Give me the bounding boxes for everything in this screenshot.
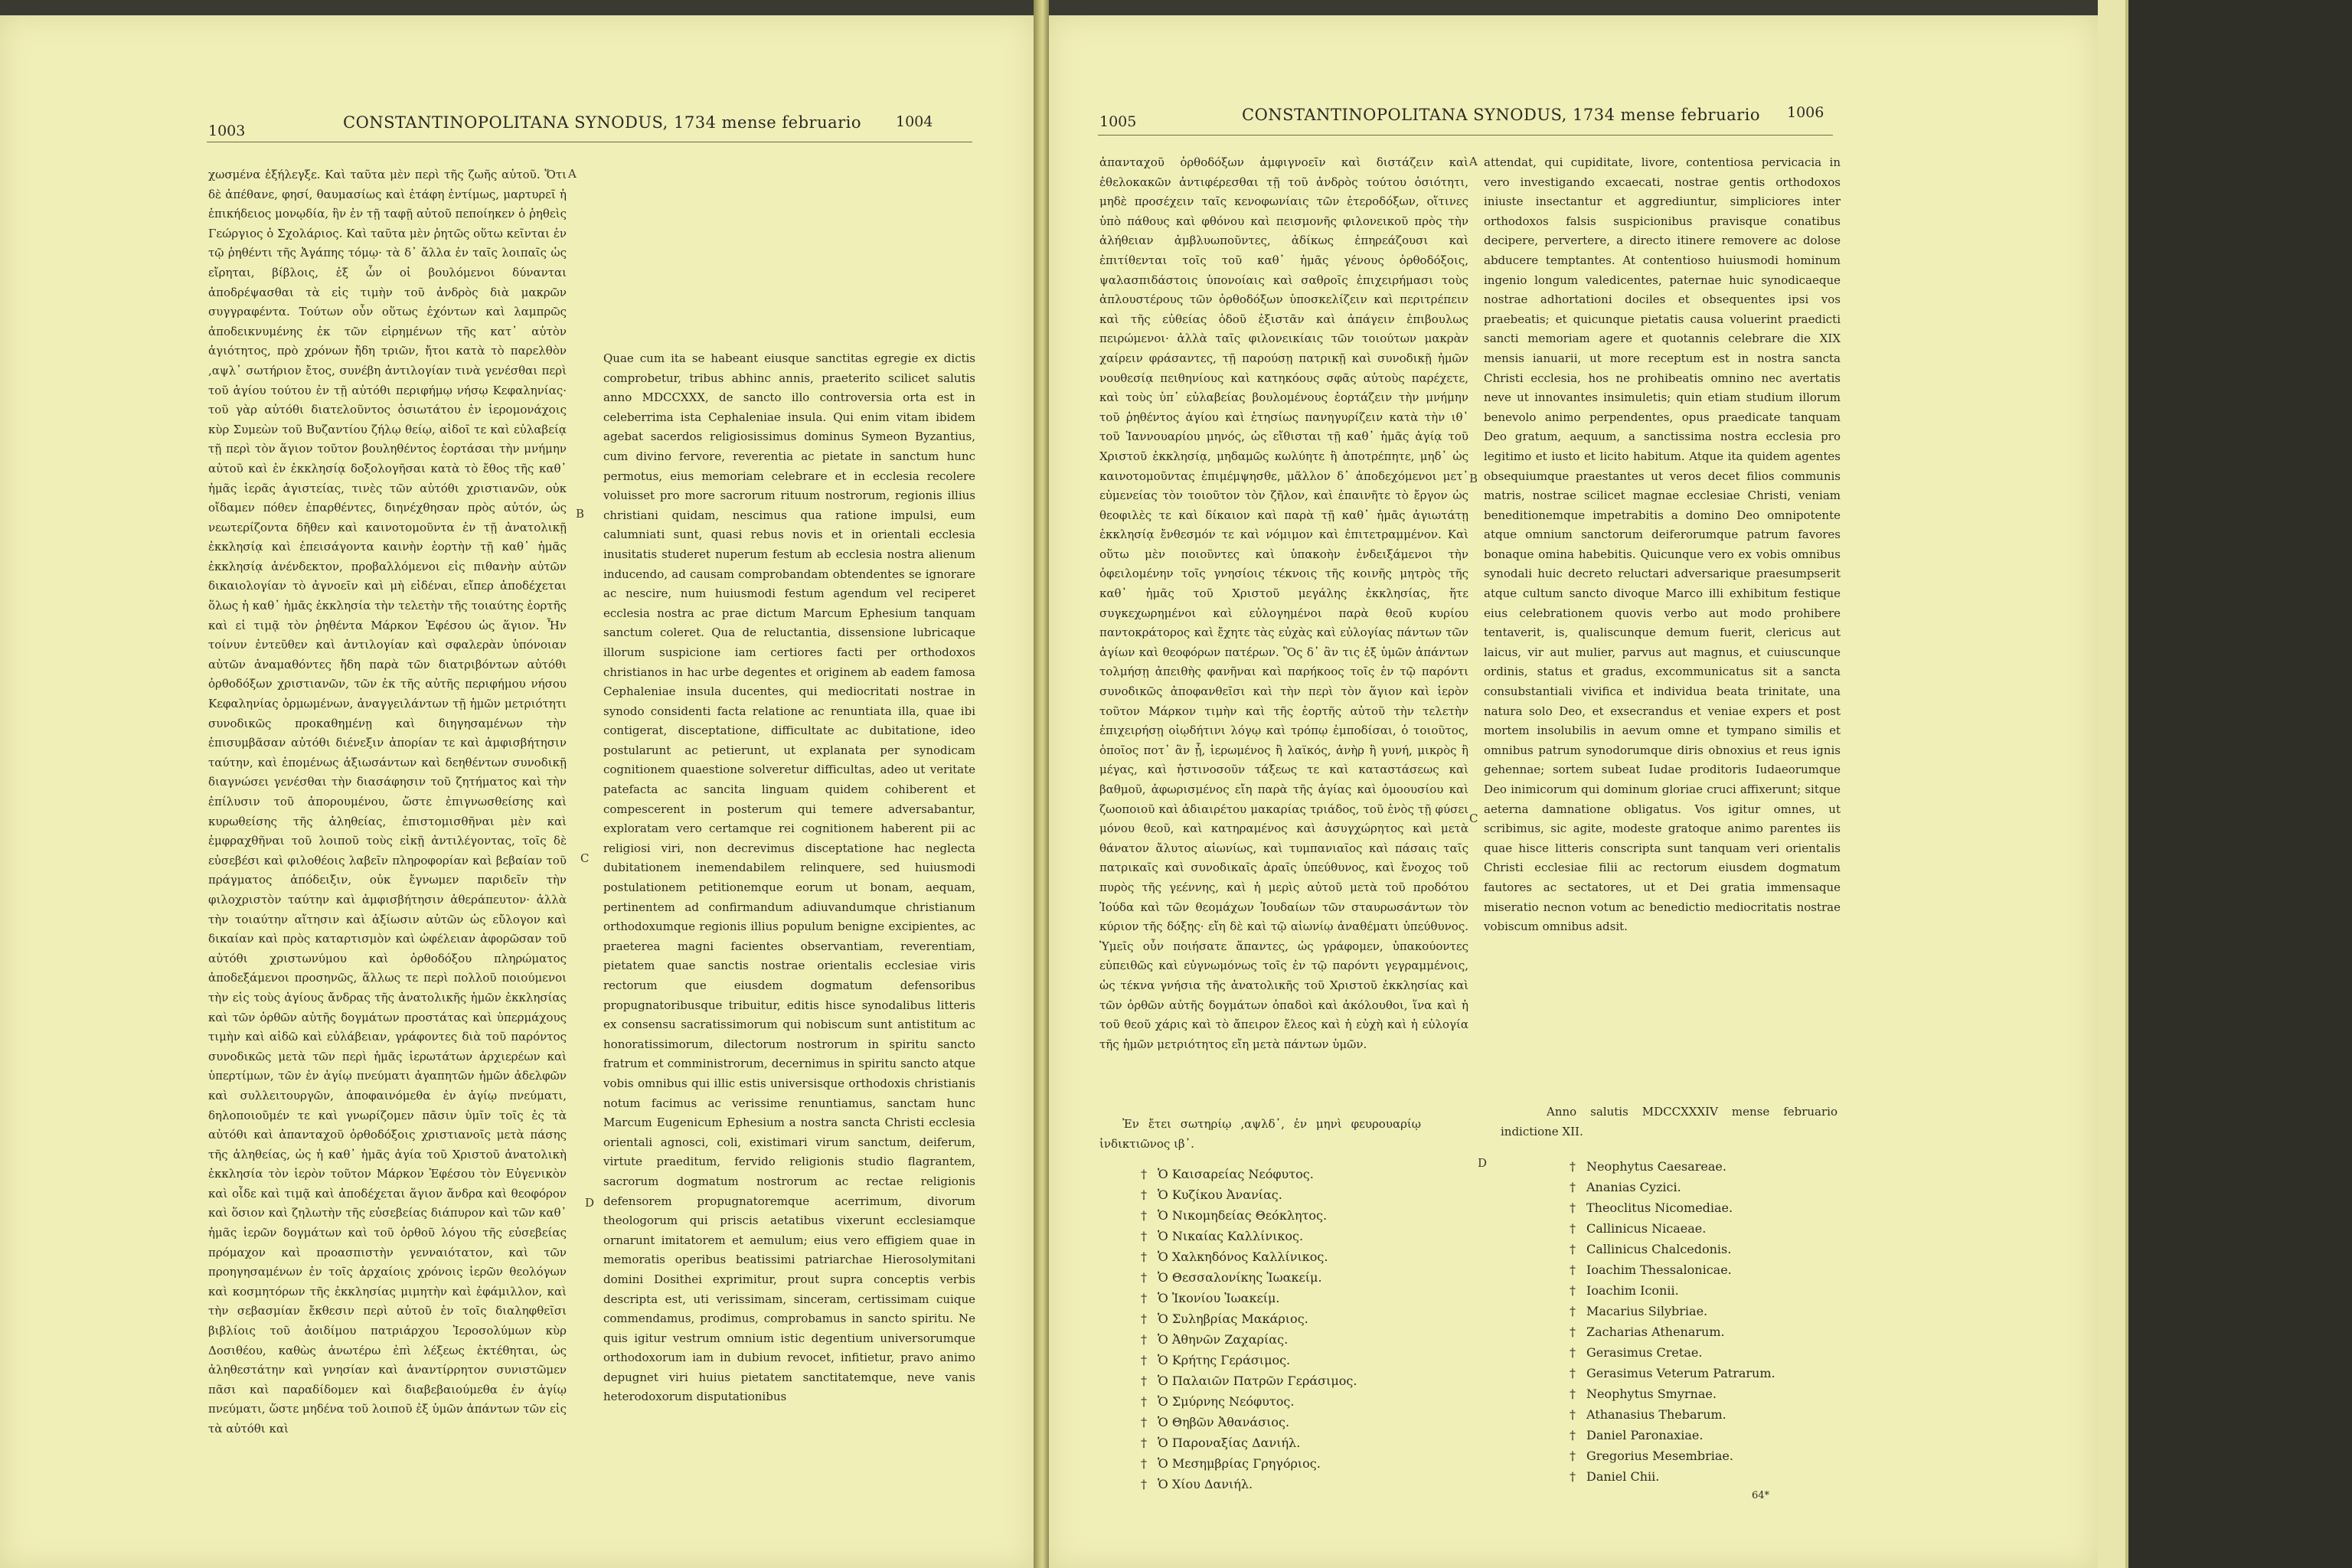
cross-mark: †	[1570, 1366, 1576, 1380]
running-header: CONSTANTINOPOLITANA SYNODUS, 1734 mense februario	[1242, 106, 1761, 124]
signature-item	[1570, 1466, 1775, 1487]
signature-name: Macarius Silybriae.	[1586, 1304, 1708, 1318]
cross-mark: †	[1141, 1312, 1147, 1326]
signature-item	[1570, 1342, 1775, 1363]
margin-marker-a: A	[1469, 155, 1478, 168]
signature-name: Ὁ Σμύρνης Νεόφυτος.	[1158, 1394, 1295, 1409]
signature-name: Athanasius Thebarum.	[1586, 1407, 1726, 1422]
signature-name: Ὁ Ἀθηνῶν Ζαχαρίας.	[1158, 1332, 1289, 1347]
cross-mark: †	[1141, 1415, 1147, 1429]
margin-marker-b: B	[1469, 472, 1478, 485]
signature-item	[1141, 1226, 1357, 1246]
signature-item	[1141, 1267, 1357, 1288]
signature-name: Ὁ Συληβρίας Μακάριος.	[1158, 1312, 1308, 1326]
cross-mark: †	[1570, 1180, 1576, 1194]
signature-name: Ioachim Iconii.	[1586, 1283, 1679, 1298]
cross-mark: †	[1570, 1345, 1576, 1360]
signature-name: Ὁ Χαλκηδόνος Καλλίνικος.	[1158, 1250, 1328, 1264]
cross-mark: †	[1570, 1428, 1576, 1442]
cross-mark: †	[1141, 1394, 1147, 1409]
column-number-left: 1003	[208, 122, 246, 139]
cross-mark: †	[1141, 1167, 1147, 1181]
book-gutter	[1034, 0, 1049, 1568]
signature-name: Ananias Cyzici.	[1586, 1180, 1681, 1194]
signature-name: Ὁ Κρήτης Γεράσιμος.	[1158, 1353, 1291, 1367]
signature-item	[1570, 1239, 1775, 1259]
cross-mark: †	[1141, 1250, 1147, 1264]
latin-text-column	[1484, 153, 1841, 1011]
signature-item	[1141, 1246, 1357, 1267]
signature-name: Ὁ Παροναξίας Δανιήλ.	[1158, 1436, 1301, 1450]
page-edge	[2098, 0, 2352, 1568]
cross-mark: †	[1570, 1387, 1576, 1401]
signature-name: Ὁ Χίου Δανιήλ.	[1158, 1477, 1253, 1491]
signature-item	[1141, 1329, 1357, 1350]
greek-signature-list	[1141, 1164, 1357, 1494]
cross-mark: †	[1141, 1353, 1147, 1367]
signature-name: Gregorius Mesembriae.	[1586, 1449, 1733, 1463]
signature-item	[1570, 1301, 1775, 1321]
signature-item	[1141, 1308, 1357, 1329]
signature-name: Ὁ Νικομηδείας Θεόκλητος.	[1158, 1208, 1328, 1223]
cross-mark: †	[1141, 1436, 1147, 1450]
cross-mark: †	[1570, 1242, 1576, 1256]
signature-item	[1141, 1474, 1357, 1494]
margin-marker-c: C	[580, 851, 590, 865]
signature-item	[1570, 1425, 1775, 1446]
column-number-right: 1006	[1787, 104, 1824, 121]
signature-item	[1141, 1453, 1357, 1474]
signature-item	[1141, 1412, 1357, 1432]
running-header: CONSTANTINOPOLITANA SYNODUS, 1734 mense februario	[343, 113, 862, 132]
right-page	[1049, 15, 2098, 1568]
cross-mark: †	[1570, 1263, 1576, 1277]
signature-item	[1141, 1164, 1357, 1184]
cross-mark: †	[1141, 1477, 1147, 1491]
signature-name: Gerasimus Veterum Patrarum.	[1586, 1366, 1775, 1380]
signature-name: Ὁ Παλαιῶν Πατρῶν Γεράσιμος.	[1158, 1374, 1357, 1388]
folio-mark: 64*	[1752, 1490, 1770, 1501]
signature-item	[1570, 1321, 1775, 1342]
signature-name: Callinicus Nicaeae.	[1586, 1221, 1707, 1236]
signature-name: Neophytus Smyrnae.	[1586, 1387, 1717, 1401]
cross-mark: †	[1570, 1200, 1576, 1215]
signature-item	[1141, 1205, 1357, 1226]
signature-item	[1141, 1391, 1357, 1412]
cross-mark: †	[1141, 1229, 1147, 1243]
cross-mark: †	[1570, 1449, 1576, 1463]
signature-name: Theoclitus Nicomediae.	[1586, 1200, 1733, 1215]
greek-date: Ἐν ἔτει σωτηρίῳ ,αψλδ᾽, ἐν μηνὶ φευρουαρίῳ ἰνδικτιῶνος ιβ᾽.	[1099, 1117, 1421, 1151]
cross-mark: †	[1141, 1208, 1147, 1223]
signature-name: Zacharias Athenarum.	[1586, 1325, 1725, 1339]
margin-marker-d: D	[585, 1196, 595, 1210]
margin-marker-b: B	[576, 507, 585, 521]
header-rule	[1098, 135, 1833, 136]
signature-item	[1570, 1197, 1775, 1218]
signature-item	[1570, 1383, 1775, 1404]
latin-text-column	[603, 349, 975, 1566]
latin-text: Quae cum ita se habeant eiusque sanctitas egregie ex dictis comprobetur, tribus abhinc annis, praeterito scilicet salutis anno MDCCXXX, de sancto illo controversia orta est in celeberrima ista Cephaleniae insula. Qui enim vitam ibidem agebat sacerdos religiosissimus dominus Symeon Byzantius, cum divino fervore, reverentia ac pietate in sanctum hunc permotus, eius memoriam celebrare et in ecclesia recolere voluisset pro more sacrorum rituum nostrorum, regionis illius christiani quidam, nescimus qua ratione impulsi, eum calumniati sunt, quasi rebus novis et in orientali ecclesia inusitatis studeret nuperum festum ab ecclesia nostra alienum inducendo, ad causam comprobandam obtendentes se ignorare ac nescire, num huiusmodi festum agendum vel reciperet ecclesia nostra ac prae dictum Marcum Ephesium tanquam sanctum coleret. Qua de reluctantia, dissensione lubricaque illorum suspicione iam certiores facti per orthodoxos christianos in hac urbe degentes et originem ab eadem famosa Cephaleniae insula ducentes, qui mediocritati nostrae in synodo considenti facta relatione ac renuntiata illa, quae ibi contigerat, disceptatione, difficultate ac dubitatione, ideo postularunt ac petierunt, ut explanata per synodicam cognitionem quaestione solveretur difficultas, adeo ut veritate patefacta ac sancita linguam quidem cohiberent et compescerent in posterum qui temere adversabantur, exploratam vero certamque rei cognitionem haberent pii ac religiosi viri, non decrevimus disceptatione hac neglecta dubitationem inemendabilem relinquere, sed huiusmodi postulationem petitionemque eorum ut bonam, aequam, pertinentem ad confirmandum adiuvandumque christianum orthodoxumque regionis illius populum benigne excipientes, ac praeterea magni facientes observantiam, reverentiam, pietatem quae sanctis nostrae orientalis ecclesiae viris rectorum que eiusdem dogmatum defensoribus propugnatoribusque tribuitur, editis hisce synodalibus litteris ex consensu sacratissimorum qui nobiscum sunt antistitum ac honoratissimorum, dilectorum nostrorum in spiritu sancto fratrum et comministrorum, decernimus in spiritu sancto atque vobis omnibus qui illic estis universisque orthodoxis christianis notum facimus ac verissime renuntiamus, sanctam hunc Marcum Eugenicum Ephesium a nostra sancta Christi ecclesia orientali agnosci, coli, existimari virum sanctum, deiferum, virtute praeditum, fervido religionis studio flagrantem, sacrorum dogmatum nostrorum ac rectae religionis defensorem propugnatoremque acerrimum, divorum theologorum qui priscis aetatibus vixerunt ecclesiamque ornarunt imitatorem et aemulum; eius vero effigiem quae in memoratis operibus beatissimi patriarchae Hierosolymitani domini Dosithei exprimitur, prout supra conceptis verbis descripta est, uti verissimam, sinceram, certissimam cuique commendamus, prodimus, comprobamus in sancto spiritu. Ne quis igitur vestrum omnium istic degentium universorumque orthodoxorum iam in dubium revocet, infitietur, pravo animo depugnet viri huius pietatem sanctitatemque, neve vanis heterodoxorum disputationibus	[603, 351, 975, 1404]
signature-item	[1570, 1280, 1775, 1301]
cross-mark: †	[1141, 1187, 1147, 1202]
signature-name: Ὁ Μεσημβρίας Γρηγόριος.	[1158, 1456, 1321, 1471]
signature-item	[1570, 1156, 1775, 1177]
signature-item	[1570, 1446, 1775, 1466]
greek-text: χωσμένα ἐξήλεγξε. Καὶ ταῦτα μὲν περὶ τῆς ζωῆς αὐτοῦ. Ὅτι δὲ ἀπέθανε, φησί, θαυμασίως καὶ ἐτάφη ἐντίμως, μαρτυρεῖ ἡ ἐπικήδειος μονῳδία, ἣν ἐν τῇ ταφῇ αὐτοῦ πεποίηκεν ὁ ῥηθεὶς Γεώργιος ὁ Σχολάριος. Καὶ ταῦτα μὲν ῥητῶς οὕτω κεῖνται ἐν τῷ ῥηθέντι τῆς Ἀγάπης τόμῳ· τὰ δ᾽ ἄλλα ἐν ταῖς λοιπαῖς ὡς εἴρηται, βίβλοις, ἐξ ὧν οἱ βουλόμενοι δύνανται ἀποδρέψασθαι τὰ εἰς τιμὴν τοῦ ἀνδρὸς διὰ μακρῶν συγγραφέντα. Τούτων οὖν οὕτως ἐχόντων καὶ λαμπρῶς ἀποδεικνυμένης ἐκ τῶν εἰρημένων τῆς κατ᾽ αὐτὸν ἁγιότητος, πρὸ χρόνων ἤδη τριῶν, ἤτοι κατὰ τὸ παρελθὸν ,αψλ᾽ σωτήριον ἔτος, συνέβη ἀντιλογίαν τινὰ γενέσθαι περὶ τοῦ ἁγίου τούτου ἐν τῇ αὐτόθι περιφήμῳ νήσῳ Κεφαληνίας· τοῦ γὰρ αὐτόθι διατελοῦντος ὁσιωτάτου ἐν ἱερομονάχοις κὺρ Συμεὼν τοῦ Βυζαντίου ζήλῳ θείῳ, αἰδοῖ τε καὶ εὐλαβείᾳ τῇ περὶ τὸν ἅγιον τοῦτον βουληθέντος ἑορτάσαι τὴν μνήμην αὐτοῦ καὶ ἐν ἐκκλησίᾳ δοξολογῆσαι κατὰ τὸ ἔθος τῆς καθ᾽ ἡμᾶς ἱερᾶς ἁγιστείας, τινὲς τῶν αὐτόθι χριστιανῶν, οὐκ οἴδαμεν πόθεν ἐπαρθέντες, διηνέχθησαν πρὸς αὐτόν, ὡς νεωτερίζοντα δῆθεν καὶ καινοτομοῦντα ἐν τῇ ἀνατολικῇ ἐκκλησίᾳ καὶ ἐπεισάγοντα καινὴν ἑορτὴν τῇ καθ᾽ ἡμᾶς ἐκκλησίᾳ ἀνένδεκτον, προβαλλόμενοι εἰς πιθανὴν αὐτῶν δικαιολογίαν τὸ ἀγνοεῖν καὶ μὴ εἰδέναι, εἴπερ ἀποδέχεται ὅλως ἡ καθ᾽ ἡμᾶς ἐκκλησία τὴν τελετὴν τῆς τοιαύτης ἑορτῆς καὶ εἰ τιμᾷ τὸν ῥηθέντα Μάρκον Ἐφέσου ὡς ἅγιον. Ἦν τοίνυν ἐντεῦθεν καὶ ἀντιλογίαν καὶ σφαλερὰν ὑπόνοιαν αὐτῶν ἀναμαθόντες ἤδη παρὰ τῶν διατριβόντων αὐτόθι ὀρθοδόξων χριστιανῶν, τῶν ἐκ τῆς αὐτῆς περιφήμου νήσου Κεφαληνίας ὁρμωμένων, ἀναγγειλάντων τῇ ἡμῶν μετριότητι συνοδικῶς προκαθημένῃ καὶ διηγησαμένων τὴν ἐπισυμβᾶσαν αὐτόθι διένεξιν ἀπορίαν τε καὶ ἀμφισβήτησιν ταύτην, καὶ ἐπομένως ἀξιωσάντων καὶ δεηθέντων συνοδικῇ διαγνώσει γενέσθαι τὴν διασάφησιν τοῦ ζητήματος καὶ τὴν ἐπίλυσιν τοῦ ἀπορουμένου, ὥστε ἐπιγνωσθείσης καὶ κυρωθείσης τῆς ἀληθείας, ἐπιστομισθῆναι μὲν καὶ ἐμφραχθῆναι τοῦ λοιποῦ τοὺς εἰκῇ ἀντιλέγοντας, τοῖς δὲ εὐσεβέσι καὶ φιλοθέοις λαβεῖν πληροφορίαν καὶ βεβαίαν τοῦ πράγματος ἀπόδειξιν, οὐκ ἔγνωμεν παριδεῖν τὴν φιλοχριστὸν ταύτην καὶ ἀμφισβήτησιν ἀθεράπευτον· ἀλλὰ τὴν τοιαύτην αἴτησιν καὶ ἀξίωσιν αὐτῶν ὡς εὔλογον καὶ δικαίαν καὶ πρὸς καταρτισμὸν καὶ ὠφέλειαν ἀφορῶσαν τοῦ αὐτόθι χριστωνύμου καὶ ὀρθοδόξου πληρώματος ἀποδεξάμενοι προσηνῶς, ἅλλως τε περὶ πολλοῦ ποιούμενοι τὴν εἰς τοὺς ἁγίους ἄνδρας τῆς ἀνατολικῆς ἡμῶν ἐκκλησίας καὶ τῶν ὀρθῶν αὐτῆς δογμάτων προστάτας καὶ ὑπερμάχους τιμὴν καὶ αἰδῶ καὶ εὐλάβειαν, γράφοντες διὰ τοῦ παρόντος συνοδικῶς μετὰ τῶν περὶ ἡμᾶς ἱερωτάτων ἀρχιερέων καὶ ὑπερτίμων, τῶν ἐν ἁγίῳ πνεύματι ἀγαπητῶν ἡμῶν ἀδελφῶν καὶ συλλειτουργῶν, ἀποφαινόμεθα ἐν ἁγίῳ πνεύματι, δηλοποιοῦμέν τε καὶ γνωρίζομεν πᾶσιν ὑμῖν τοῖς ἐς τὰ αὐτόθι καὶ ἁπανταχοῦ ὀρθοδόξοις χριστιανοῖς μετὰ πάσης τῆς ἀληθείας, ὡς ἡ καθ᾽ ἡμᾶς ἁγία τοῦ Χριστοῦ ἀνατολικὴ ἐκκλησία τὸν ἱερὸν τοῦτον Μάρκον Ἐφέσου τὸν Εὐγενικὸν καὶ οἶδε καὶ τιμᾷ καὶ ἀποδέχεται ἅγιον ἄνδρα καὶ θεοφόρον καὶ ὅσιον καὶ ζηλωτὴν τῆς εὐσεβείας διάπυρον καὶ τῶν καθ᾽ ἡμᾶς ἱερῶν δογμάτων καὶ τοῦ ὀρθοῦ λόγου τῆς εὐσεβείας πρόμαχον καὶ προασπιστὴν γενναιότατον, καὶ τῶν προηγησαμένων ἐν τοῖς ἀρχαίοις χρόνοις ἱερῶν θεολόγων καὶ κοσμητόρων τῆς ἐκκλησίας μιμητὴν καὶ ἐφάμιλλον, καὶ τὴν σεβασμίαν ἔκθεσιν περὶ αὐτοῦ ἐν τοῖς διαληφθεῖσι βιβλίοις τοῦ ἀοιδίμου πατριάρχου Ἱεροσολύμων κὺρ Δοσιθέου, καθὼς ἀνωτέρω ἐπὶ λέξεως ἐκτέθηται, ὡς ἀληθεστάτην καὶ γνησίαν καὶ ἀναντίρρητον συνιστῶμεν πᾶσι καὶ παραδίδομεν καὶ διαβεβαιούμεθα ἐν ἁγίῳ πνεύματι, ὥστε μηδένα τοῦ λοιποῦ ἐξ ὑμῶν ἁπάντων τῶν εἰς τὰ αὐτόθι καὶ	[208, 168, 567, 1436]
greek-text: ἁπανταχοῦ ὀρθοδόξων ἀμφιγνοεῖν καὶ διστάζειν καὶ ἐθελοκακῶν ἀντιφέρεσθαι τῇ τοῦ ἀνδρὸς τούτου ὁσιότητι, μηδὲ προσέχειν ταῖς κενοφωνίαις τῶν ἑτεροδόξων, οἵτινες ὑπὸ πάθους καὶ φθόνου καὶ πεισμονῆς φιλονεικοῦ πρὸς τὴν ἀλήθειαν ἀμβλυωποῦντες, ἀδίκως ἐπηρεάζουσι καὶ ἐπιτίθενται τοῖς τοῦ καθ᾽ ἡμᾶς γένους ὀρθοδόξοις, ψαλασπιδάστοις ὑπονοίαις καὶ σαθροῖς ἐπιχειρήμασι τοὺς ἁπλουστέρους τῶν ὀρθοδόξων ὑποσκελίζειν καὶ περιτρέπειν καὶ τῆς εὐθείας ὁδοῦ ἐξιστᾶν καὶ ἀπάγειν ἐπιβουλως πειρώμενοι· ἀλλὰ ταῖς φιλονεικίαις τῶν τοιούτων μακρὰν χαίρειν φράσαντες, τῇ παρούσῃ πατρικῇ καὶ συνοδικῇ ἡμῶν νουθεσίᾳ πειθηνίους καὶ κατηκόους σφᾶς αὐτοὺς παρέχετε, καὶ τοὺς ὑπ᾽ εὐλαβείας βουλομένους ἑορτάζειν τὴν μνήμην τοῦ ῥηθέντος ἁγίου καὶ ἐτησίως πανηγυρίζειν κατὰ τὴν ιθ᾽ τοῦ Ἰαννουαρίου μηνός, ὡς εἴθισται τῇ καθ᾽ ἡμᾶς ἁγίᾳ τοῦ Χριστοῦ ἐκκλησίᾳ, μηδαμῶς κωλύητε ἢ ἀποτρέπητε, μηδ᾽ ὡς καινοτομοῦντας ἐπιμέμψησθε, μᾶλλον δ᾽ ἀποδεχόμενοι μετ᾽ εὐμενείας τὸν τοιοῦτον τὸν ζῆλον, καὶ ἐπαινῆτε τὸ ἔργον ὡς θεοφιλὲς τε καὶ δίκαιον καὶ παρὰ τῇ καθ᾽ ἡμᾶς ἁγιωτάτῃ ἐκκλησίᾳ ἔνθεσμόν τε καὶ νόμιμον καὶ ἐπιτετραμμένον. Καὶ οὕτω μὲν ποιοῦντες καὶ ὑπακοὴν ἐνδειξάμενοι τὴν ὀφειλομένην τοῖς γνησίοις τέκνοις τῆς κοινῆς μητρὸς τῆς καθ᾽ ἡμᾶς τοῦ Χριστοῦ μεγάλης ἐκκλησίας, ἥτε συγκεχωρημένοι καὶ εὐλογημένοι παρὰ θεοῦ κυρίου παντοκράτορος καὶ ἔχητε τὰς εὐχὰς καὶ εὐλογίας πάντων τῶν ἁγίων καὶ θεοφόρων πατέρων. Ὃς δ᾽ ἂν τις ἐξ ὑμῶν ἁπάντων τολμήσῃ ἀπειθὴς φανῆναι καὶ παρήκοος τοῖς ἐν τῷ παρόντι συνοδικῶς ἀποφανθεῖσι καὶ τὴν περὶ τὸν ἅγιον καὶ ἱερὸν τοῦτον Μάρκον τιμὴν καὶ τῆς ἑορτῆς αὐτοῦ τὴν τελετὴν ἐπιχειρήσῃ οἱῳδήτινι λόγῳ καὶ τρόπῳ ἐμποδίσαι, ὁ τοιοῦτος, ὁποῖος ποτ᾽ ἂν ᾖ, ἱερωμένος ἢ λαϊκός, ἀνὴρ ἢ γυνή, μικρὸς ἢ μέγας, καὶ ἡστινοσοῦν τάξεως τε καὶ καταστάσεως καὶ βαθμοῦ, ἀφωρισμένος εἴη παρὰ τῆς ἁγίας καὶ ὁμοουσίου καὶ ζωοποιοῦ καὶ ἀδιαιρέτου μακαρίας τριάδος, τοῦ ἑνὸς τῇ φύσει μόνου θεοῦ, καὶ κατηραμένος καὶ ἀσυγχώρητος καὶ μετὰ θάνατον ἄλυτος αἰωνίως, καὶ τυμπανιαῖος καὶ πάσαις ταῖς πατρικαῖς καὶ συνοδικαῖς ἀραῖς ὑπεύθυνος, καὶ ἔνοχος τοῦ πυρὸς τῆς γεέννης, καὶ ἡ μερὶς αὐτοῦ μετὰ τοῦ προδότου Ἰούδα καὶ τῶν θεομάχων Ἰουδαίων τῶν σταυρωσάντων τὸν κύριον τῆς δόξης· εἴη δὲ καὶ τῷ αἰωνίῳ ἀναθέματι ὑπεύθυνος. Ὑμεῖς οὖν ποιήσατε ἅπαντες, ὡς γράφομεν, ὑπακούοντες εὐπειθῶς καὶ εὐγνωμόνως τοῖς ἐν τῷ παρόντι γεγραμμένοις, ὡς τέκνα γνήσια τῆς ἀνατολικῆς τοῦ Χριστοῦ ἐκκλησίας καὶ τῶν ὀρθῶν αὐτῆς δογμάτων ὀπαδοὶ καὶ ἀκόλουθοι, ἵνα καὶ ἡ τοῦ θεοῦ χάρις καὶ τὸ ἄπειρον ἔλεος καὶ ἡ εὐχὴ καὶ ἡ εὐλογία τῆς ἡμῶν μετριότητος εἴη μετὰ πάντων ὑμῶν.	[1099, 155, 1468, 1051]
cross-mark: †	[1141, 1291, 1147, 1305]
margin-marker-d: D	[1478, 1156, 1488, 1170]
cross-mark: †	[1141, 1374, 1147, 1388]
signature-name: Ὁ Καισαρείας Νεόφυτος.	[1158, 1167, 1314, 1181]
signature-name: Neophytus Caesareae.	[1586, 1159, 1726, 1174]
signature-name: Callinicus Chalcedonis.	[1586, 1242, 1732, 1256]
signature-name: Ὁ Νικαίας Καλλίνικος.	[1158, 1229, 1304, 1243]
greek-text-column	[1099, 153, 1468, 1102]
signature-name: Ὁ Θεσσαλονίκης Ἰωακείμ.	[1158, 1270, 1322, 1285]
signature-name: Ὁ Ἰκονίου Ἰωακείμ.	[1158, 1291, 1280, 1305]
signature-name: Daniel Paronaxiae.	[1586, 1428, 1704, 1442]
cross-mark: †	[1570, 1304, 1576, 1318]
column-number-left: 1005	[1099, 113, 1137, 130]
signature-item	[1570, 1363, 1775, 1383]
signature-name: Gerasimus Cretae.	[1586, 1345, 1703, 1360]
signature-item	[1570, 1259, 1775, 1280]
signature-name: Ioachim Thessalonicae.	[1586, 1263, 1732, 1277]
left-page	[0, 15, 1034, 1568]
cross-mark: †	[1570, 1469, 1576, 1484]
signature-name: Ὁ Θηβῶν Ἀθανάσιος.	[1158, 1415, 1290, 1429]
latin-signature-list	[1570, 1156, 1775, 1487]
cross-mark: †	[1570, 1407, 1576, 1422]
signature-name: Daniel Chii.	[1586, 1469, 1660, 1484]
signature-item	[1141, 1288, 1357, 1308]
signature-item	[1570, 1404, 1775, 1425]
signature-item	[1570, 1177, 1775, 1197]
cross-mark: †	[1570, 1283, 1576, 1298]
cross-mark: †	[1141, 1270, 1147, 1285]
cross-mark: †	[1141, 1332, 1147, 1347]
signature-name: Ὁ Κυζίκου Ἀνανίας.	[1158, 1187, 1282, 1202]
margin-marker-a: A	[568, 167, 577, 181]
latin-text: attendat, qui cupiditate, livore, contentiosa pervicacia in vero investigando excaecati, nostrae gentis orthodoxos iniuste insectantur et aggrediuntur, simpliciores inter orthodoxos falsis suspicionibus pravisque conatibus decipere, pervertere, a directo itinere removere ac dolose abducere temptantes. At contentioso huiusmodi hominum ingenio longum valedicentes, paternae huic synodicaeque nostrae adhortationi dociles et obsequentes ipsi vos praebeatis; et quicunque pietatis causa voluerint praedicti sancti memoriam agere et quotannis celebrare die XIX mensis ianuarii, ut more receptum est in nostra sancta Christi ecclesia, hos ne prohibeatis omnino nec avertatis neve ut innovantes insimuletis; quin etiam studium illorum benevolo animo perpendentes, opus praedicate tanquam Deo gratum, aequum, a sanctissima nostra ecclesia pro legitimo et iusto et licito habitum. Atque ita quidem agentes obsequiumque praestantes ut veros decet filios communis matris, nostrae scilicet magnae ecclesiae Christi, veniam beneditionemque impetrabitis a domino Deo omnipotente atque omnium sanctorum deiferorumque patrum favores bonaque omina habebitis. Quicunque vero ex vobis omnibus synodali huic decreto reluctari adversarique praesumpserit atque cultum sancto divoque Marco illi exhibitum festique eius celebrationem quovis verbo aut modo prohibere tentaverit, is, qualiscunque demum fuerit, clericus aut laicus, vir aut mulier, parvus aut magnus, et cuiuscunque ordinis, status et gradus, excommunicatus sit a sancta consubstantiali vivifica et individua beata trinitate, una natura solo Deo, et exsecrandus et veniae expers et post mortem insolubilis in aevum omne et tympano similis et omnibus patrum synodorumque diris obnoxius et reus ignis gehennae; sortem subeat Iudae proditoris Iudaeorumque Deo inimicorum qui dominum gloriae cruci affixerunt; sitque aeterna damnatione obligatus. Vos igitur omnes, ut scribimus, sic agite, modeste gratoque animo parentes iis quae hisce litteris conscripta sunt tanquam veri orientalis Christi ecclesiae filii ac rectorum eiusdem dogmatum fautores ac sectatores, ut et Dei gratia immensaque miseratio necnon votum ac benedictio mediocritatis nostrae vobiscum omnibus adsit.	[1484, 155, 1841, 934]
cross-mark: †	[1570, 1159, 1576, 1174]
latin-date-line	[1501, 1102, 1838, 1148]
signature-item	[1141, 1350, 1357, 1370]
signature-item	[1141, 1370, 1357, 1391]
signature-item	[1141, 1184, 1357, 1205]
cross-mark: †	[1141, 1456, 1147, 1471]
margin-marker-c: C	[1469, 812, 1478, 825]
cross-mark: †	[1570, 1325, 1576, 1339]
greek-text-column	[208, 165, 567, 1568]
cross-mark: †	[1570, 1221, 1576, 1236]
signature-item	[1141, 1432, 1357, 1453]
greek-date-line	[1099, 1115, 1421, 1161]
column-number-right: 1004	[896, 113, 933, 130]
latin-date: Anno salutis MDCCXXXIV mense februario indictione XII.	[1501, 1105, 1838, 1138]
signature-item	[1570, 1218, 1775, 1239]
